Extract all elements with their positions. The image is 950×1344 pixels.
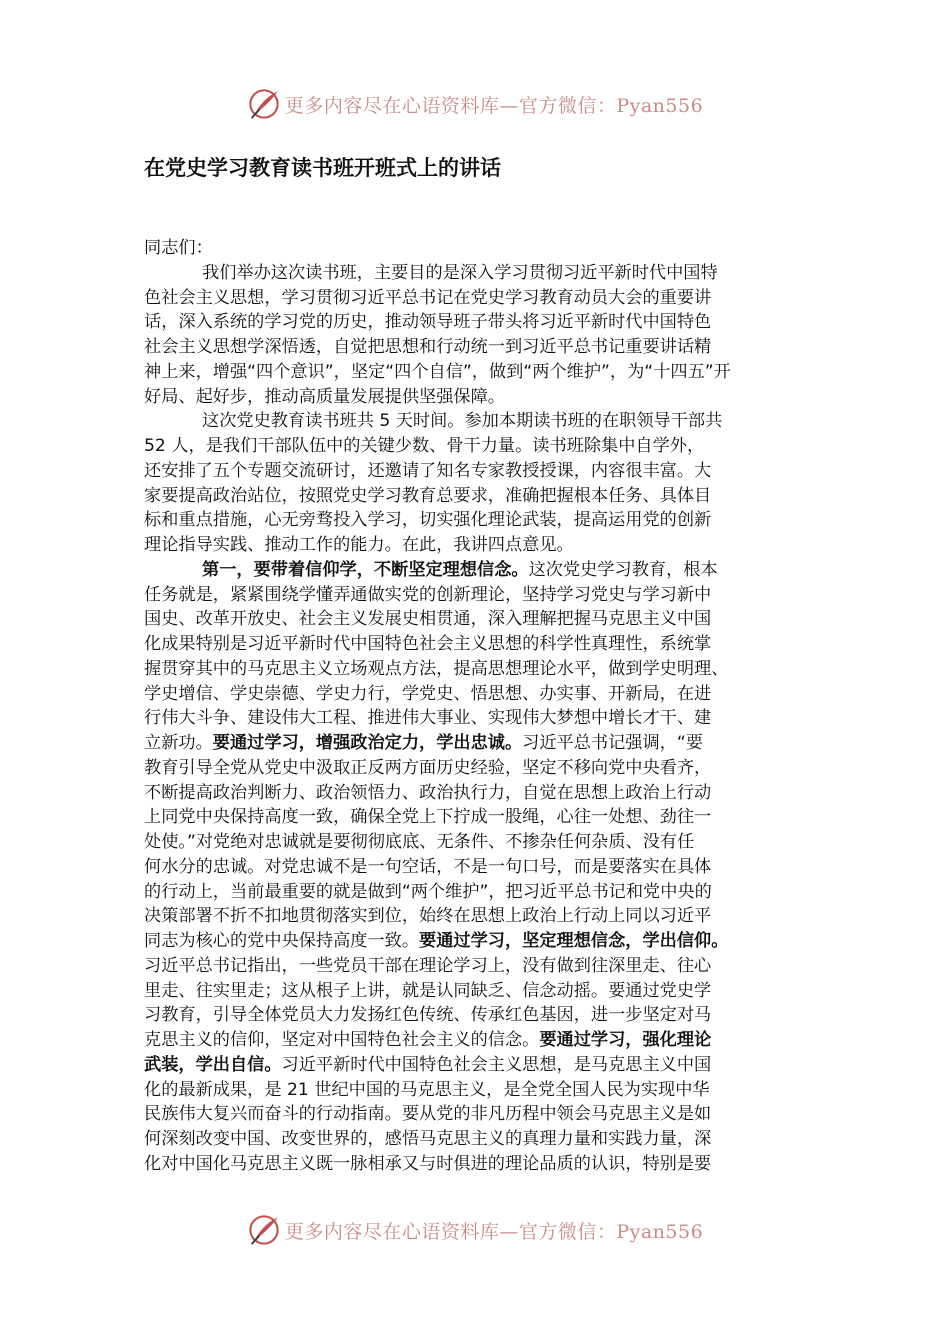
feather-pen-logo-icon xyxy=(247,1213,281,1247)
text-line xyxy=(144,632,806,657)
text-line xyxy=(144,484,806,509)
text-line xyxy=(144,459,806,484)
text-line xyxy=(144,781,806,806)
body-text: 话，深入系统的学习党的历史，推动领导班子带头将习近平新时代中国特色 xyxy=(144,312,712,333)
body-text: 习近平新时代中国特色社会主义思想，是马克思主义中国 xyxy=(281,1054,712,1075)
body-text: 这次党史学习教育，根本 xyxy=(528,559,718,580)
body-text: 习教育，引导全体党员大力发扬红色传统、传承红色基因，进一步坚定对马 xyxy=(144,1005,712,1026)
text-line xyxy=(144,434,806,459)
text-line xyxy=(144,1152,806,1177)
text-line xyxy=(144,756,806,781)
body-text: 习近平总书记指出，一些党员干部在理论学习上，没有做到往深里走、往心 xyxy=(144,955,712,976)
bold-heading-text: 武装，学出自信。 xyxy=(144,1054,282,1075)
body-text: 处使。”对党绝对忠诚就是要彻彻底底、无条件、不掺杂任何杂质、没有任 xyxy=(144,832,695,852)
text-line xyxy=(144,904,806,929)
feather-pen-logo-icon xyxy=(247,87,281,121)
body-text: 化成果特别是习近平新时代中国特色社会主义思想的科学性真理性，系统掌 xyxy=(144,634,712,654)
bold-heading-text: 要通过学习，增强政治定力，学出忠诚。 xyxy=(212,733,523,753)
text-line xyxy=(144,657,806,682)
watermark-text: 更多内容尽在心语资料库—官方微信：Pyan556 xyxy=(284,94,704,117)
body-text: 行伟大斗争、建设伟大工程、推进伟大事业、实现伟大梦想中增长才干、建 xyxy=(144,708,712,729)
text-line xyxy=(144,508,806,533)
text-line xyxy=(144,607,806,632)
text-line xyxy=(144,706,806,731)
body-text: 学史增信、学史崇德、学史力行，学党史、悟思想、办实事、开新局，在进 xyxy=(144,683,712,704)
text-line xyxy=(144,979,806,1004)
body-text: 52 人，是我们干部队伍中的关键少数、骨干力量。读书班除集中自学外， xyxy=(144,436,705,456)
body-text: 我们举办这次读书班，主要目的是深入学习贯彻习近平新时代中国特 xyxy=(202,262,718,283)
body-text: 何水分的忠诚。对党忠诚不是一句空话，不是一句口号，而是要落实在具体 xyxy=(144,856,712,877)
page-title: 在党史学习教育读书班开班式上的讲话 xyxy=(144,156,501,180)
body-text: 标和重点措施，心无旁骛投入学习，切实强化理论武装，提高运用党的创新 xyxy=(144,510,712,531)
body-text: 握贯穿其中的马克思主义立场观点方法，提高思想理论水平，做到学史明理、 xyxy=(144,658,729,679)
text-line xyxy=(144,1102,806,1127)
body-text: 克思主义的信仰，坚定对中国特色社会主义的信念。 xyxy=(144,1030,540,1050)
bold-heading-text: 要通过学习，强化理论 xyxy=(539,1030,712,1050)
text-line xyxy=(144,385,806,410)
text-line xyxy=(144,1053,806,1078)
body-text: 里走、往实里走；这从根子上讲，就是认同缺乏、信念动摇。要通过党史学 xyxy=(144,980,712,1001)
body-text: 上同党中央保持高度一致，确保全党上下拧成一股绳，心往一处想、劲往一 xyxy=(144,807,712,828)
body-text: 任务就是，紧紧围绕学懂弄通做实党的创新理论，坚持学习党史与学习新中 xyxy=(144,584,712,605)
bold-heading-text: 要通过学习，坚定理想信念，学出信仰。 xyxy=(419,931,729,951)
text-line xyxy=(144,880,806,905)
text-line xyxy=(144,805,806,830)
body-text: 不断提高政治判断力、政治领悟力、政治执行力，自觉在思想上政治上行动 xyxy=(144,782,712,803)
body-text: 化的最新成果，是 21 世纪中国的马克思主义，是全党全国人民为实现中华 xyxy=(144,1079,710,1100)
text-line xyxy=(144,335,806,360)
text-line xyxy=(144,533,806,558)
text-line xyxy=(144,1003,806,1028)
body-text: 神上来，增强“四个意识”，坚定“四个自信”，做到“两个维护”，为“十四五”开 xyxy=(144,361,731,382)
footer-watermark-banner xyxy=(0,1210,950,1250)
body-text: 这次党史教育读书班共 5 天时间。参加本期读书班的在职领导干部共 xyxy=(202,411,723,432)
body-text: 色社会主义思想，学习贯彻习近平总书记在党史学习教育动员大会的重要讲 xyxy=(144,287,712,308)
watermark-text: 更多内容尽在心语资料库—官方微信：Pyan556 xyxy=(284,1220,704,1243)
paragraph-lines xyxy=(144,261,806,1177)
body-text: 习近平总书记强调，“要 xyxy=(522,733,703,753)
text-line xyxy=(144,409,806,434)
text-line xyxy=(144,583,806,608)
body-text: 还安排了五个专题交流研讨，还邀请了知名专家教授授课，内容很丰富。大 xyxy=(144,460,712,481)
text-line xyxy=(144,1127,806,1152)
body-text: 家要提高政治站位，按照党史学习教育总要求，准确把握根本任务、具体目 xyxy=(144,485,712,506)
body-text: 民族伟大复兴而奋斗的行动指南。要从党的非凡历程中领会马克思主义是如 xyxy=(144,1104,712,1125)
body-text: 何深刻改变中国、改变世界的，感悟马克思主义的真理力量和实践力量，深 xyxy=(144,1129,712,1149)
text-line xyxy=(144,929,806,954)
text-line xyxy=(144,558,806,583)
text-line xyxy=(144,261,806,286)
text-line xyxy=(144,855,806,880)
bold-heading-text: 第一，要带着信仰学，不断坚定理想信念。 xyxy=(202,559,529,580)
text-line xyxy=(144,682,806,707)
text-line xyxy=(144,360,806,385)
body-text: 理论指导实践、推动工作的能力。在此，我讲四点意见。 xyxy=(144,535,574,555)
body-text: 教育引导全党从党史中汲取正反两方面历史经验，坚定不移向党中央看齐， xyxy=(144,757,712,778)
body-text: 好局、起好步，推动高质量发展提供坚强保障。 xyxy=(144,386,505,407)
text-line xyxy=(144,1078,806,1103)
body-text: 立新功。 xyxy=(144,733,213,753)
text-line xyxy=(144,954,806,979)
body-text: 同志为核心的党中央保持高度一致。 xyxy=(144,931,420,951)
body-text: 决策部署不折不扣地贯彻落实到位，始终在思想上政治上行动上同以习近平 xyxy=(144,906,712,927)
header-watermark-banner xyxy=(0,84,950,124)
body-text: 国史、改革开放史、社会主义发展史相贯通，深入理解把握马克思主义中国 xyxy=(144,609,712,630)
document-body xyxy=(144,236,806,1177)
text-line xyxy=(144,310,806,335)
text-line xyxy=(144,286,806,311)
text-line xyxy=(144,830,806,855)
body-text: 化对中国化马克思主义既一脉相承又与时俱进的理论品质的认识，特别是要 xyxy=(144,1153,712,1174)
body-text: 的行动上，当前最重要的就是做到“两个维护”，把习近平总书记和党中央的 xyxy=(144,881,712,902)
text-line xyxy=(144,731,806,756)
text-line xyxy=(144,1028,806,1053)
salutation: 同志们： xyxy=(144,238,213,258)
body-text: 社会主义思想学深悟透，自觉把思想和行动统一到习近平总书记重要讲话精 xyxy=(144,337,712,357)
